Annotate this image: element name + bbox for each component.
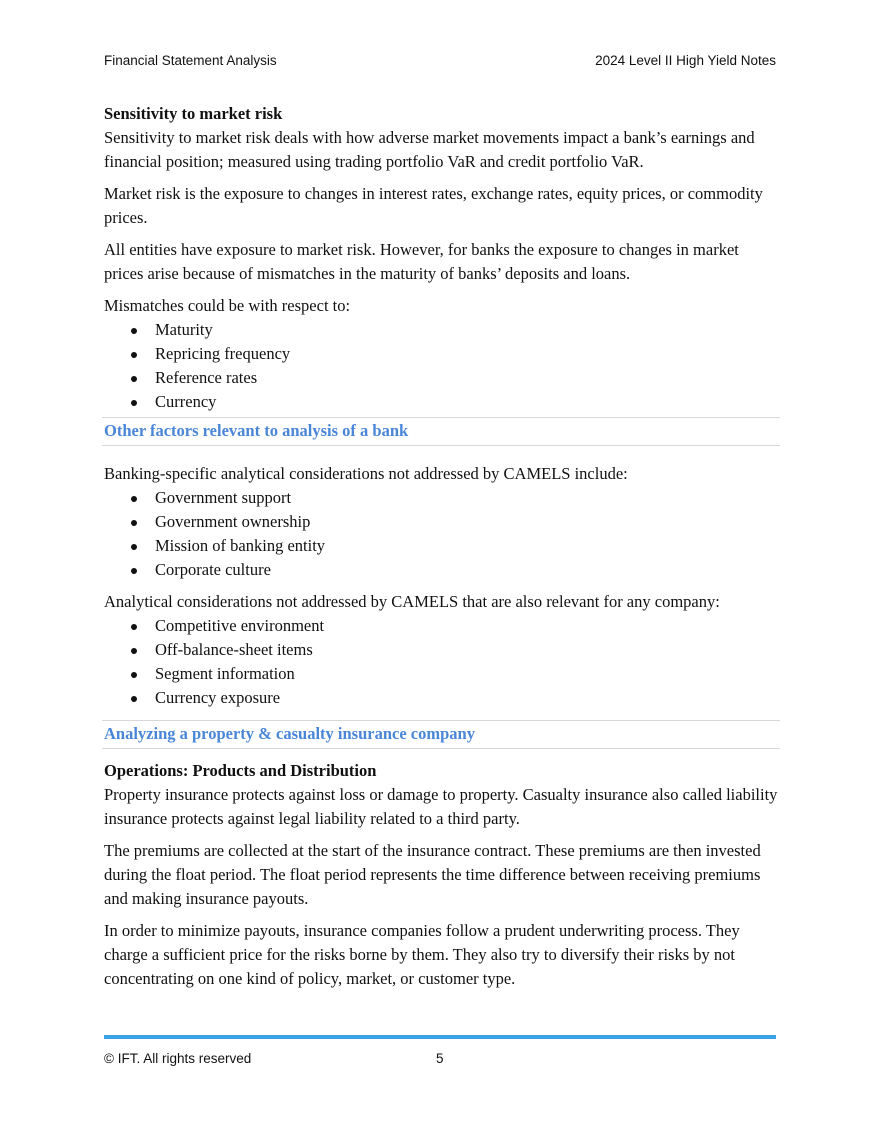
banking-considerations-intro: Banking-specific analytical considerations not addressed by CAMELS include: (104, 464, 628, 483)
page-header (104, 53, 776, 68)
list-item: Mission of banking entity (104, 534, 778, 558)
mismatch-list (104, 318, 778, 414)
market-risk-paragraph-2: Market risk is the exposure to changes in interest rates, exchange rates, equity prices, or commodity prices. (104, 184, 763, 227)
general-considerations-list (104, 614, 778, 710)
insurance-paragraph-3: In order to minimize payouts, insurance companies follow a prudent underwriting process. They charge a sufficient price for the risks borne by them. They also try to diversify their risks by not concentrating on one kind of policy, market, or customer type. (104, 921, 740, 988)
market-risk-paragraph-3: All entities have exposure to market risk. However, for banks the exposure to changes in market prices arise because of mismatches in the maturity of banks’ deposits and loans. (104, 240, 739, 283)
insurance-paragraph-1: Property insurance protects against loss or damage to property. Casualty insurance also called liability insurance protects against legal liability related to a third party. (104, 785, 778, 828)
section-spacer (104, 446, 778, 462)
list-item: Off-balance-sheet items (104, 638, 778, 662)
list-item: Repricing frequency (104, 342, 778, 366)
footer-copyright: © IFT. All rights reserved (104, 1051, 252, 1066)
footer-rule (104, 1035, 776, 1039)
section-spacer (104, 749, 778, 759)
market-risk-paragraph-4: Mismatches could be with respect to: (104, 296, 351, 315)
list-item: Currency exposure (104, 686, 778, 710)
operations-subheading: Operations: Products and Distribution (104, 761, 377, 780)
list-item: Segment information (104, 662, 778, 686)
header-right-title: 2024 Level II High Yield Notes (595, 53, 776, 68)
insurance-paragraph-2: The premiums are collected at the start of the insurance contract. These premiums are then invested during the float period. The float period represents the time difference between receiving premiums and making insurance payouts. (104, 841, 761, 908)
page-number: 5 (436, 1051, 444, 1066)
list-item: Government ownership (104, 510, 778, 534)
list-item: Reference rates (104, 366, 778, 390)
list-item: Competitive environment (104, 614, 778, 638)
list-item: Corporate culture (104, 558, 778, 582)
list-item: Currency (104, 390, 778, 414)
market-risk-paragraph-1: Sensitivity to market risk deals with how adverse market movements impact a bank’s earnings and financial position; measured using trading portfolio VaR and credit portfolio VaR. (104, 128, 755, 171)
section-heading-insurance: Analyzing a property & casualty insurance company (102, 720, 780, 749)
page-content (104, 102, 778, 999)
general-considerations-intro: Analytical considerations not addressed by CAMELS that are also relevant for any company: (104, 592, 720, 611)
section-heading-other-factors: Other factors relevant to analysis of a bank (102, 417, 780, 446)
header-left-title: Financial Statement Analysis (104, 53, 277, 68)
market-risk-title: Sensitivity to market risk (104, 104, 283, 123)
list-item: Maturity (104, 318, 778, 342)
list-item: Government support (104, 486, 778, 510)
banking-considerations-list (104, 486, 778, 582)
